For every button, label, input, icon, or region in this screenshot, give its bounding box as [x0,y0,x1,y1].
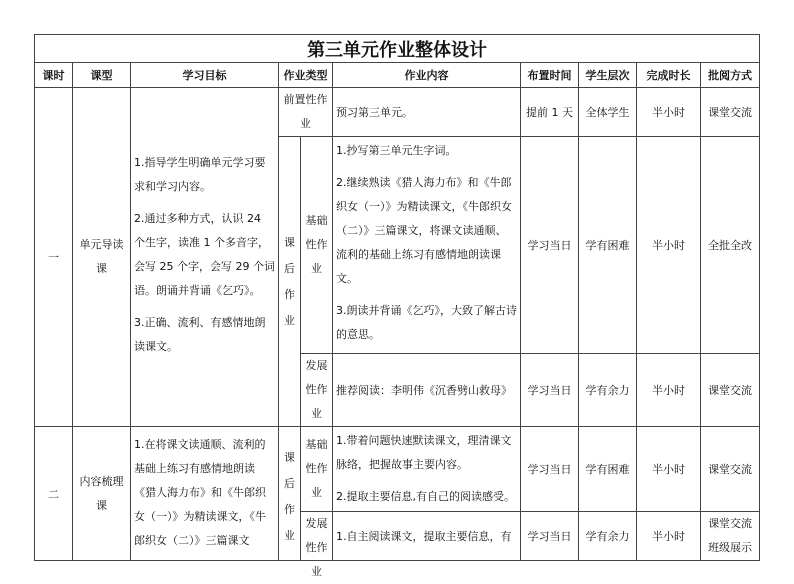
lesson-type: 内容梳理课 [73,427,131,561]
homework-content: 推荐阅读：李明伟《沉香劈山救母》 [333,354,521,427]
homework-design-table [34,34,760,578]
homework-content: 预习第三单元。 [333,88,521,137]
after-class-label: 课后作业 [279,427,301,561]
student-level: 学有余力 [579,354,637,427]
assign-time: 学习当日 [521,427,579,512]
duration: 半小时 [637,354,701,427]
learning-goals [131,427,279,561]
assign-time: 学习当日 [521,354,579,427]
review-method-line: 课堂交流 [708,517,753,530]
duration: 半小时 [637,427,701,512]
lesson-number: 二 [35,427,73,561]
header-homework-content: 作业内容 [333,63,521,88]
duration: 半小时 [637,88,701,137]
student-level: 学有困难 [579,137,637,354]
duration: 半小时 [637,512,701,561]
table-row [35,427,760,512]
lesson-type: 单元导读课 [73,88,131,427]
duration: 半小时 [637,137,701,354]
table-row [35,88,760,137]
assign-time: 学习当日 [521,512,579,561]
header-duration: 完成时长 [637,63,701,88]
goal-item: 2.通过多种方式，认识 24 个生字，读准 1 个多音字，会写 25 个字，会写 29 个词语。朗诵并背诵《乞巧》。 [134,212,275,297]
review-method: 全批全改 [701,137,760,354]
homework-type: 发展性作业 [301,354,333,427]
header-lesson-no: 课时 [35,63,73,88]
review-method: 课堂交流 [701,88,760,137]
student-level: 全体学生 [579,88,637,137]
review-method [701,512,760,561]
review-method: 课堂交流 [701,354,760,427]
header-student-level: 学生层次 [579,63,637,88]
goal-item: 3.正确、流利、有感情地朗读课文。 [134,316,266,353]
goal-item: 1.在将课文读通顺、流利的基础上练习有感情地朗读《猎人海力布》和《牛郎织女（一）》为精读课文，《牛郎织女（二）》三篇课文 [134,438,266,547]
homework-type: 前置性作业 [279,88,333,137]
header-review-method: 批阅方式 [701,63,760,88]
student-level: 学有余力 [579,512,637,561]
table-title: 第三单元作业整体设计 [35,35,760,63]
content-item: 1.带着问题快速默读课文，理清课文脉络，把握故事主要内容。 [336,434,512,471]
assign-time: 学习当日 [521,137,579,354]
content-item: 1.抄写第三单元生字词。 [336,144,457,157]
content-item: 2.继续熟读《猎人海力布》和《牛郎织女（一）》为精读课文，《牛郎织女（二）》三篇课文，将课文读通顺、流利的基础上练习有感情地朗读课文。 [336,176,512,285]
homework-content [333,427,521,512]
learning-goals [131,88,279,427]
content-item: 3.朗读并背诵《乞巧》，大致了解古诗的意思。 [336,304,517,341]
header-lesson-type: 课型 [73,63,131,88]
goal-item: 1.指导学生明确单元学习要求和学习内容。 [134,156,266,193]
content-item: 2.提取主要信息,有自己的阅读感受。 [336,490,515,503]
header-assign-time: 布置时间 [521,63,579,88]
header-homework-type: 作业类型 [279,63,333,88]
header-goals: 学习目标 [131,63,279,88]
lesson-number: 一 [35,88,73,427]
homework-type [301,512,333,578]
review-method-line: 班级展示 [708,541,753,554]
assign-time: 提前 1 天 [521,88,579,137]
header-row [35,63,760,88]
homework-type: 基础性作业 [301,427,333,512]
review-method: 课堂交流 [701,427,760,512]
after-class-label: 课后作业 [279,137,301,427]
homework-content: 1.自主阅读课文，提取主要信息，有 [333,512,521,561]
homework-content [333,137,521,354]
student-level: 学有困难 [579,427,637,512]
homework-type-label: 发展性作业 [305,517,328,578]
homework-type: 基础性作业 [301,137,333,354]
